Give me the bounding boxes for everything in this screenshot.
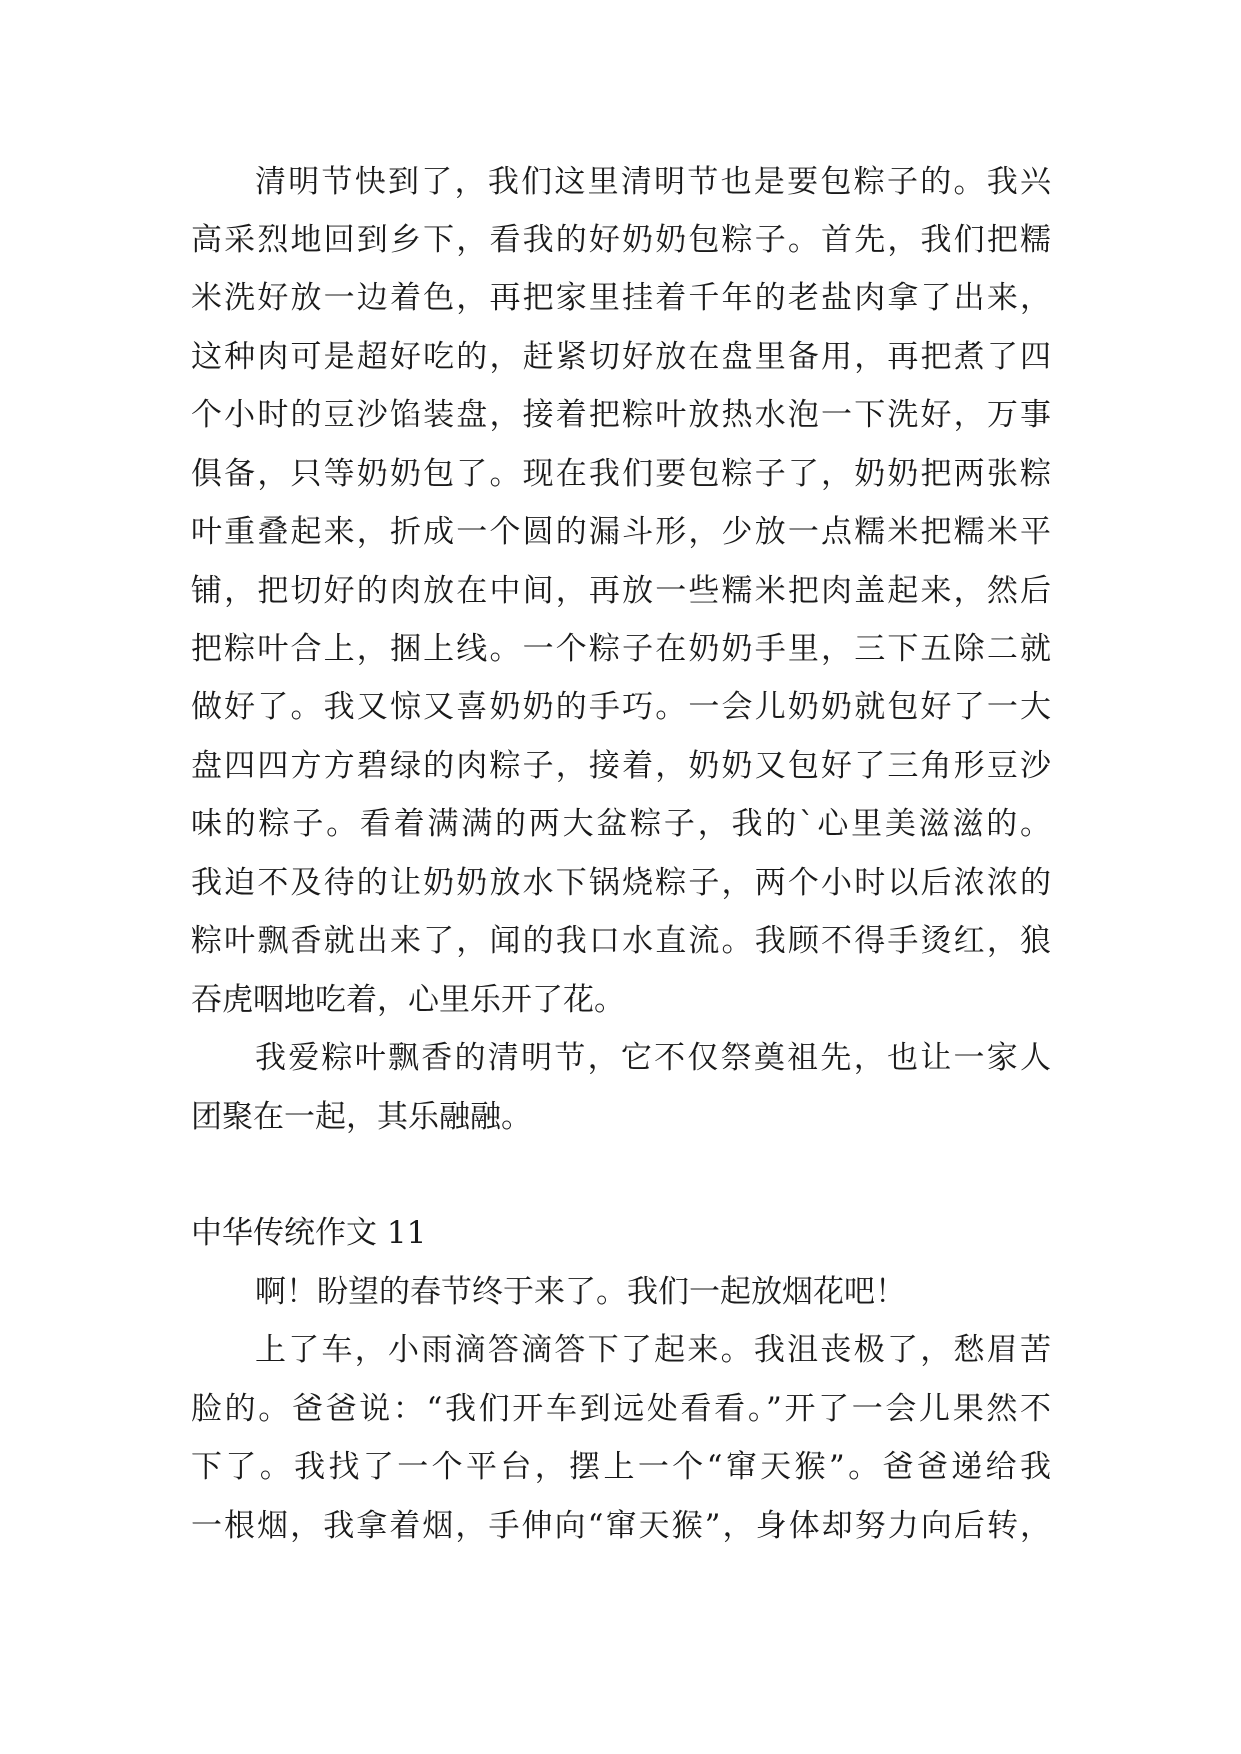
text-line: 团聚在一起，其乐融融。: [191, 1099, 532, 1135]
text-line: 粽叶飘香就出来了，闻的我口水直流。我顾不得手烫红，狼: [191, 923, 1051, 959]
text-line: 高采烈地回到乡下，看我的好奶奶包粽子。首先，我们把糯: [191, 222, 1051, 258]
text-line: 上了车，小雨滴答滴答下了起来。我沮丧极了，愁眉苦: [255, 1332, 1051, 1368]
text-line: 味的粽子。看着满满的两大盆粽子，我的`心里美滋滋的。: [191, 806, 1051, 842]
text-line: 叶重叠起来，折成一个圆的漏斗形，少放一点糯米把糯米平: [191, 514, 1051, 550]
text-line: 铺，把切好的肉放在中间，再放一些糯米把肉盖起来，然后: [191, 573, 1051, 609]
text-line: 脸的。爸爸说：“我们开车到远处看看。”开了一会儿果然不: [191, 1391, 1051, 1427]
text-line: 吞虎咽地吃着，心里乐开了花。: [191, 982, 625, 1018]
text-line: 啊！盼望的春节终于来了。我们一起放烟花吧！: [255, 1274, 906, 1310]
text-line: 个小时的豆沙馅装盘，接着把粽叶放热水泡一下洗好，万事: [191, 397, 1051, 433]
text-line: 盘四四方方碧绿的肉粽子，接着，奶奶又包好了三角形豆沙: [191, 748, 1051, 784]
text-line: 这种肉可是超好吃的，赶紧切好放在盘里备用，再把煮了四: [191, 339, 1051, 375]
text-line: 下了。我找了一个平台，摆上一个“窜天猴”。爸爸递给我: [191, 1449, 1051, 1485]
text-line: 我迫不及待的让奶奶放水下锅烧粽子，两个小时以后浓浓的: [191, 865, 1051, 901]
text-line: 我爱粽叶飘香的清明节，它不仅祭奠祖先，也让一家人: [255, 1040, 1051, 1076]
text-line: 做好了。我又惊又喜奶奶的手巧。一会儿奶奶就包好了一大: [191, 689, 1051, 725]
section-heading: 中华传统作文 11: [191, 1215, 427, 1251]
text-line: 米洗好放一边着色，再把家里挂着千年的老盐肉拿了出来，: [191, 280, 1051, 316]
text-line: 清明节快到了，我们这里清明节也是要包粽子的。我兴: [255, 164, 1051, 200]
text-line: 一根烟，我拿着烟，手伸向“窜天猴”，身体却努力向后转，: [191, 1508, 1051, 1544]
text-line: 俱备，只等奶奶包了。现在我们要包粽子了，奶奶把两张粽: [191, 456, 1051, 492]
text-line: 把粽叶合上，捆上线。一个粽子在奶奶手里，三下五除二就: [191, 631, 1051, 667]
